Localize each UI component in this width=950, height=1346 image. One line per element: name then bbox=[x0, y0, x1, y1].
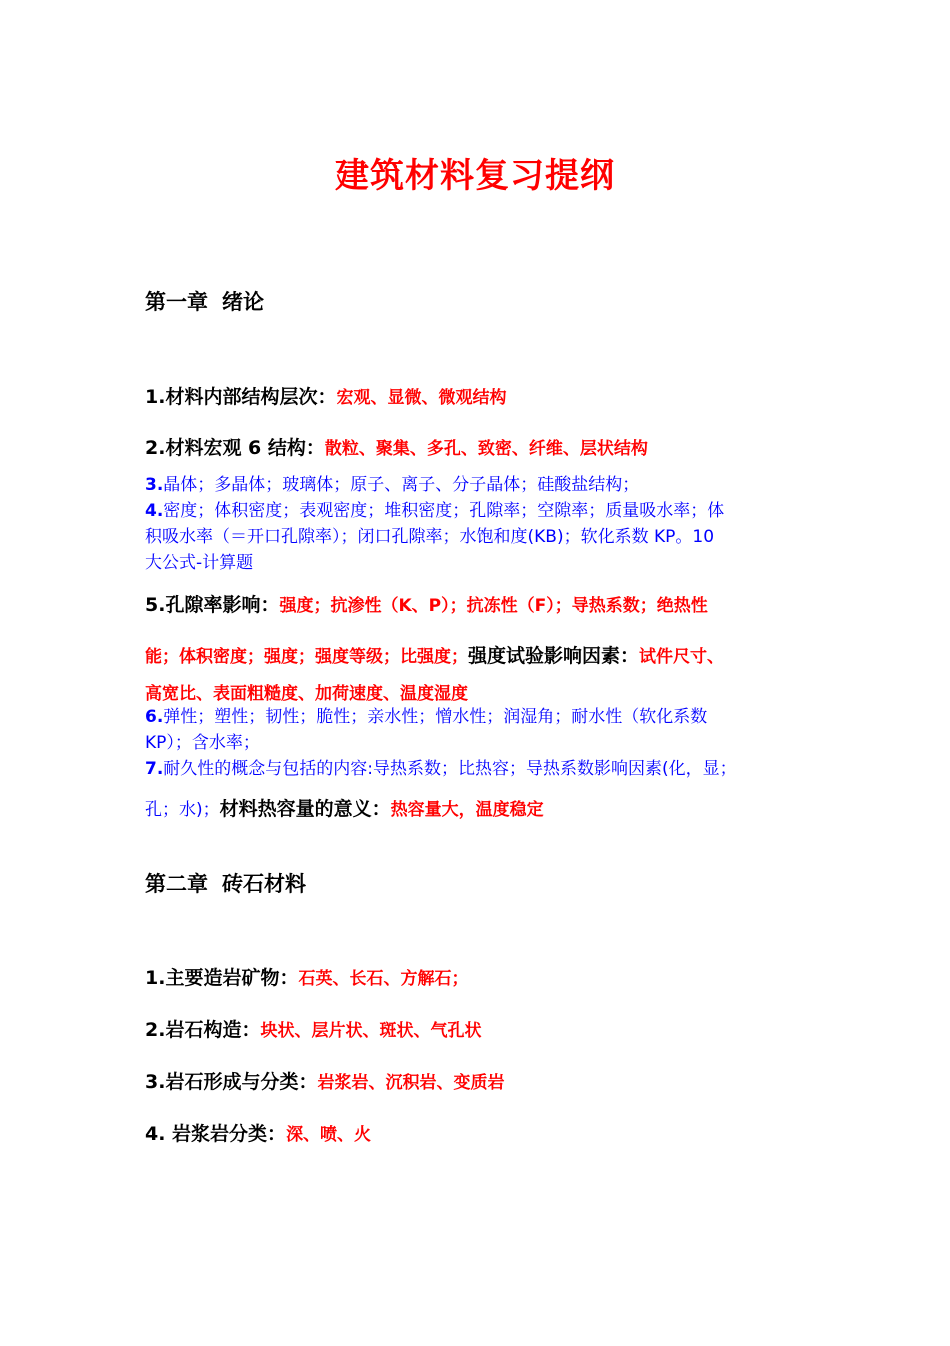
ch1-item-6-text-a: 弹性；塑性；韧性；脆性；亲水性；憎水性；润湿角；耐水性（软化系数 bbox=[163, 707, 708, 727]
ch1-item-1-question: 1.材料内部结构层次： bbox=[145, 386, 337, 408]
ch1-item-2-answer: 散粒、聚集、多孔、致密、纤维、层状结构 bbox=[324, 439, 648, 459]
ch1-item-7-line-1 bbox=[145, 756, 805, 782]
ch1-item-6-line-1 bbox=[145, 704, 805, 730]
ch2-item-3-question: 3.岩石形成与分类： bbox=[145, 1071, 318, 1093]
ch1-item-5-question-2: 强度试验影响因素： bbox=[468, 645, 640, 667]
chapter-2-name: 砖石材料 bbox=[222, 872, 306, 896]
ch1-item-5-line-3 bbox=[145, 679, 805, 704]
ch1-item-2-question: 2.材料宏观 6 结构： bbox=[145, 437, 325, 459]
chapter-2-number: 第二章 bbox=[145, 872, 208, 896]
ch1-item-4-line-3: 大公式-计算题 bbox=[145, 553, 254, 573]
ch1-item-4-line-1 bbox=[145, 498, 805, 524]
ch1-item-6-line-2: KP）；含水率； bbox=[145, 733, 260, 753]
ch1-item-5-line-2 bbox=[145, 641, 805, 668]
ch1-item-1 bbox=[145, 382, 805, 409]
ch1-item-3 bbox=[145, 472, 805, 498]
ch1-item-7-answer: 热容量大，温度稳定 bbox=[390, 800, 544, 820]
chapter-2-heading bbox=[145, 868, 306, 898]
ch2-item-3-answer: 岩浆岩、沉积岩、变质岩 bbox=[317, 1073, 505, 1093]
chapter-1-name: 绪论 bbox=[222, 290, 264, 314]
ch1-item-7-text-a: 耐久性的概念与包括的内容:导热系数；比热容；导热系数影响因素(化，显； bbox=[163, 759, 737, 779]
chapter-1-heading bbox=[145, 286, 264, 316]
ch2-item-2 bbox=[145, 1015, 805, 1042]
ch1-item-5-answer-3: 试件尺寸、 bbox=[639, 647, 725, 667]
ch1-item-5-question: 5.孔隙率影响： bbox=[145, 594, 280, 616]
ch1-item-5-answer-4: 高宽比、表面粗糙度、加荷速度、温度湿度 bbox=[145, 684, 468, 704]
ch2-item-4 bbox=[145, 1119, 805, 1146]
ch1-item-5-answer-1: 强度；抗渗性（K、P）；抗冻性（F）；导热系数；绝热性 bbox=[279, 596, 708, 616]
ch2-item-3 bbox=[145, 1067, 805, 1094]
ch1-item-2 bbox=[145, 433, 805, 460]
ch1-item-5-answer-2: 能；体积密度；强度；强度等级；比强度； bbox=[145, 647, 468, 667]
ch1-item-3-number: 3. bbox=[145, 475, 164, 495]
ch1-item-4-line-2: 积吸水率（＝开口孔隙率）；闭口孔隙率；水饱和度(KB)；软化系数 KP。10 bbox=[145, 527, 715, 547]
ch1-item-7-line-2 bbox=[145, 794, 805, 823]
ch1-item-1-answer: 宏观、显微、微观结构 bbox=[336, 388, 507, 408]
ch1-item-4-text-a: 密度；体积密度；表观密度；堆积密度；孔隙率；空隙率；质量吸水率；体 bbox=[163, 501, 725, 521]
ch1-item-3-text: 晶体；多晶体；玻璃体；原子、离子、分子晶体；硅酸盐结构； bbox=[163, 475, 640, 495]
ch2-item-4-answer: 深、喷、火 bbox=[286, 1125, 372, 1145]
ch1-item-7-question: 材料热容量的意义： bbox=[219, 798, 391, 820]
ch2-item-1 bbox=[145, 963, 805, 990]
ch2-item-4-question: 4. 岩浆岩分类： bbox=[145, 1123, 287, 1145]
chapter-1-number: 第一章 bbox=[145, 290, 208, 314]
ch1-item-7-number: 7. bbox=[145, 759, 164, 779]
ch2-item-2-answer: 块状、层片状、斑状、气孔状 bbox=[260, 1021, 482, 1041]
document-title: 建筑材料复习提纲 bbox=[335, 156, 615, 196]
ch2-item-1-answer: 石英、长石、方解石； bbox=[298, 969, 469, 989]
ch1-item-7-text-b: 孔；水)； bbox=[145, 800, 220, 820]
ch1-item-5-line-1 bbox=[145, 590, 805, 617]
ch1-item-4-number: 4. bbox=[145, 501, 164, 521]
ch1-item-6-number: 6. bbox=[145, 707, 164, 727]
ch2-item-2-question: 2.岩石构造： bbox=[145, 1019, 261, 1041]
ch2-item-1-question: 1.主要造岩矿物： bbox=[145, 967, 299, 989]
